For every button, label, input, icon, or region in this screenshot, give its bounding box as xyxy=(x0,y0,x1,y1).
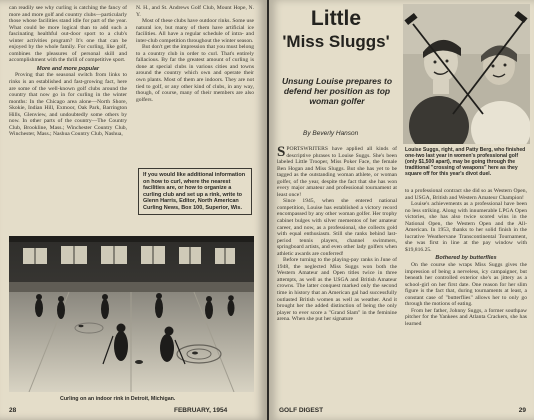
right-column-2 xyxy=(405,188,527,327)
left-column-2 xyxy=(136,5,254,103)
left-column-1 xyxy=(9,5,127,138)
article-deck: Unsung Louise prepares to defend her position as top woman golfer xyxy=(281,76,393,106)
right-column-1 xyxy=(277,146,397,323)
paragraph: Louise's achievements as a professional have been no less striking. Along with innumerable LPGA Open victories, she has also twice scored wins in the National Open, the Western Open and the All-American. In 1953, thanks to her solid finish in the lucrative Weathervane Transcontinental Tournament, she was first in line at the pay window with $19,816.25. xyxy=(405,201,527,253)
curling-rink-photo xyxy=(9,236,254,392)
photo-caption: Curling on an indoor rink in Detroit, Michigan. xyxy=(60,396,176,402)
curling-rink-image xyxy=(9,236,254,392)
paragraph: On the course she wraps Miss Suggs gives the impression of being a nerveless, icy campaigner, but beneath her controlled exterior she's as jittery as a school-girl on her first date. One reason for her slim figure is the fact that, during tournaments at least, a constant case of "butterflies" allows her to only go through the motions of eating. xyxy=(405,262,527,308)
subhead-more-popular: More and more popular xyxy=(36,65,100,72)
info-box xyxy=(138,168,252,215)
article-title-line-2: 'Miss Sluggs' xyxy=(282,32,390,51)
page-number: 28 xyxy=(9,407,17,414)
byline: By Beverly Hanson xyxy=(303,130,359,137)
right-page xyxy=(269,0,534,420)
paragraph: Most of these clubs have outdoor rinks. Some use natural ice, but many of them have artificial ice facilities. All have a regular schedule of intra- and inter-club competition throughout the winter season. xyxy=(136,18,254,44)
paragraph: But don't get the impression that you must belong to a country club in order to curl. That's entirely fallacious. By far the greatest amount of curling is done at special clubs in various cities and towns around the country which own and operate their own plants. Most of them are indoors. They are not tied to golf, or any other kind of clubs, in any way, though, of course, many of their members are also golfers. xyxy=(136,44,254,103)
article-title-line-1: Little xyxy=(310,7,362,30)
subhead-butterflies: Bothered by butterflies xyxy=(435,255,497,262)
paragraph: can readily see why curling is catching the fancy of more and more golf and country clubs—particularly those whose facilities stand idle for part of the year. What could be more logical than to add such a fascinating healthful out-door sport to a club's winter activities program? It's one that can be enjoyed by the whole family. For curling, like golf, combines the pleasures of personal skill and accomplishment with the thrill of competitive sport. xyxy=(9,5,127,64)
paragraph: From her father, Johnny Suggs, a former southpaw pitcher for the Yankees and Atlanta Crackers, she has learned xyxy=(405,307,527,327)
paragraph: N. H., and St. Andrews Golf Club, Mount Hope, N. Y. xyxy=(136,5,254,18)
drop-cap: S xyxy=(277,144,286,160)
paragraph: Since 1945, when she entered national competition, Louise has established a victory record encompassed by any other woman golfer. Her trophy cabinet bulges with silver mementos of her amateur career, and now, as a professional, she collects gold with equal enthusiasm. Still she ranks behind last-period tennis players, channel swimmers, springboard artists, and even other lady golfers when athletic awards are conferred! xyxy=(277,198,397,257)
golfers-photo xyxy=(403,4,530,144)
magazine-name: GOLF DIGEST xyxy=(279,407,324,414)
issue-date: FEBRUARY, 1954 xyxy=(174,407,228,414)
lead-paragraph xyxy=(277,146,397,198)
page-number: 29 xyxy=(518,407,526,414)
photo-caption: Louise Suggs, right, and Patty Berg, who finished one-two last year in women's professional golf (only $1,500 apart), may be going through the traditional "crossing of weapons" here as they square off for this year's divot duel. xyxy=(405,147,526,177)
paragraph: to a professional contract she did so as Western Open, and USGA, British and Western Amateur Champion! xyxy=(405,188,527,201)
info-box-text: If you would like additional information on how to curl, where the nearest facilities are, or how to organize a curling club and set up a rink, write to Glenn Harris, Editor, North American Curling News, Box 100, Superior, Wis. xyxy=(143,172,246,211)
golfers-image xyxy=(403,4,530,144)
paragraph: Before turning to the playing-pay ranks in June of 1948, the neglected Miss Suggs won both the Western Amateur and Open titles twice in three attempts, as well as the USGA and British Amateur crowns. The latter conquest marked only the second time in history that an American gal had successfully outlasted British women as well as weather. And it brought her the added distinction of being the only player to ever score a "Grand Slam" in the feminine arena. When she put her signature xyxy=(277,257,397,323)
paragraph: Proving that the seasonal switch from links to rinks is an established and fast-growing fact, here are some of the well-known golf clubs around the country that now go in for curling in the winter months: In the Chicago area alone—North Shore, Skokie, Indian Hill, Exmoor, Oak Park, Barrington Hills, Glenview, and undoubtedly some others by now. In other parts of the country—The Country Club, Brookline, Mass.; Winchester Country Club, Winchester, Mass.; Nashua Country Club, Nashua, xyxy=(9,72,127,138)
lead-paragraph-text: PORTSWRITERS have applied all kinds of descriptive phrases to Louise Suggs. She's been labeled Little Trooper, Miss Poker Face, the female Ben Hogan and Miss Sluggs. But she has yet to be tagged as the outstanding woman athlete, or woman golfer, of the year, despite the fact that she has won every major amateur and professional tournament at least once! xyxy=(277,146,397,198)
